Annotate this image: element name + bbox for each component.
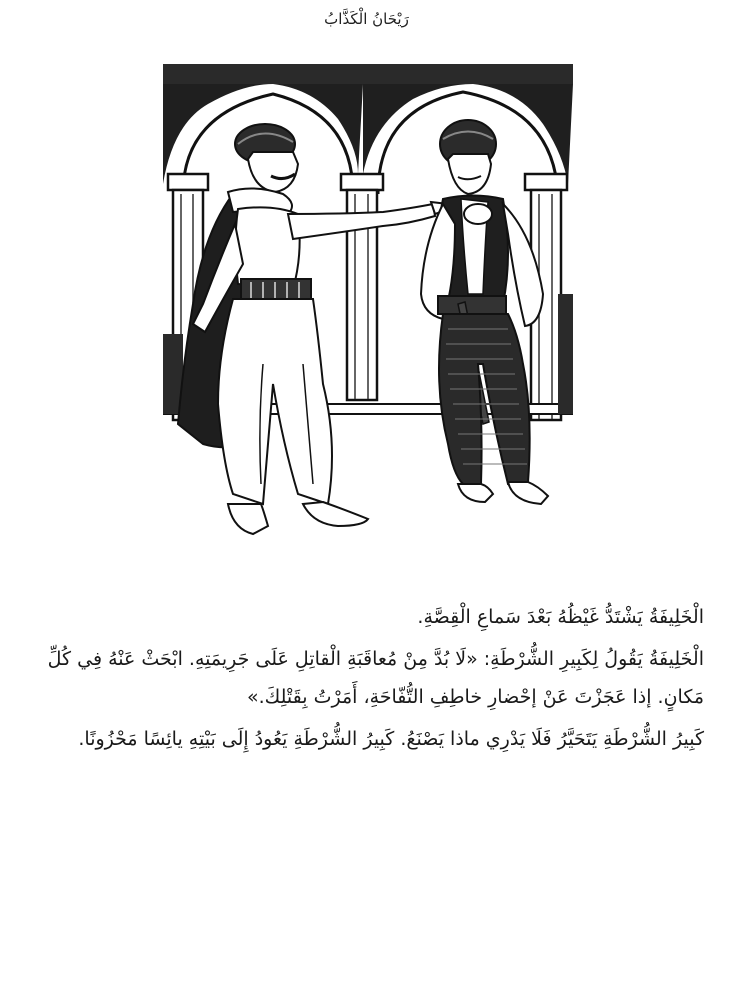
illustration-drawing	[163, 64, 573, 556]
story-text	[30, 598, 704, 762]
paragraph-1: الْخَلِيفَةُ يَشْتَدُّ غَيْظُهُ بَعْدَ سَماعِ الْقِصَّةِ.	[417, 606, 704, 628]
story-illustration	[163, 64, 573, 556]
page-title: رَيْحَانُ الْكَذَّابُ	[324, 10, 409, 28]
paragraph-2: الْخَلِيفَةُ يَقُولُ لِكَبِيرِ الشُّرْطَةِ: «لَا بُدَّ مِنْ مُعاقَبَةِ الْقاتِلِ عَلَى جَرِيمَتِهِ. ابْحَثْ عَنْهُ فِي كُلِّ مَكانٍ. إذا عَجَزْتَ عَنْ إحْضارِ خاطِفِ التُّفّاحَةِ، أَمَرْتُ بِقَتْلِكَ.»	[47, 648, 704, 708]
paragraph-3: كَبِيرُ الشُّرْطَةِ يَتَحَيَّرُ فَلَا يَدْرِي ماذا يَصْنَعُ. كَبِيرُ الشُّرْطَةِ يَعُودُ إِلَى بَيْتِهِ يائِسًا مَحْزُونًا.	[78, 728, 704, 750]
